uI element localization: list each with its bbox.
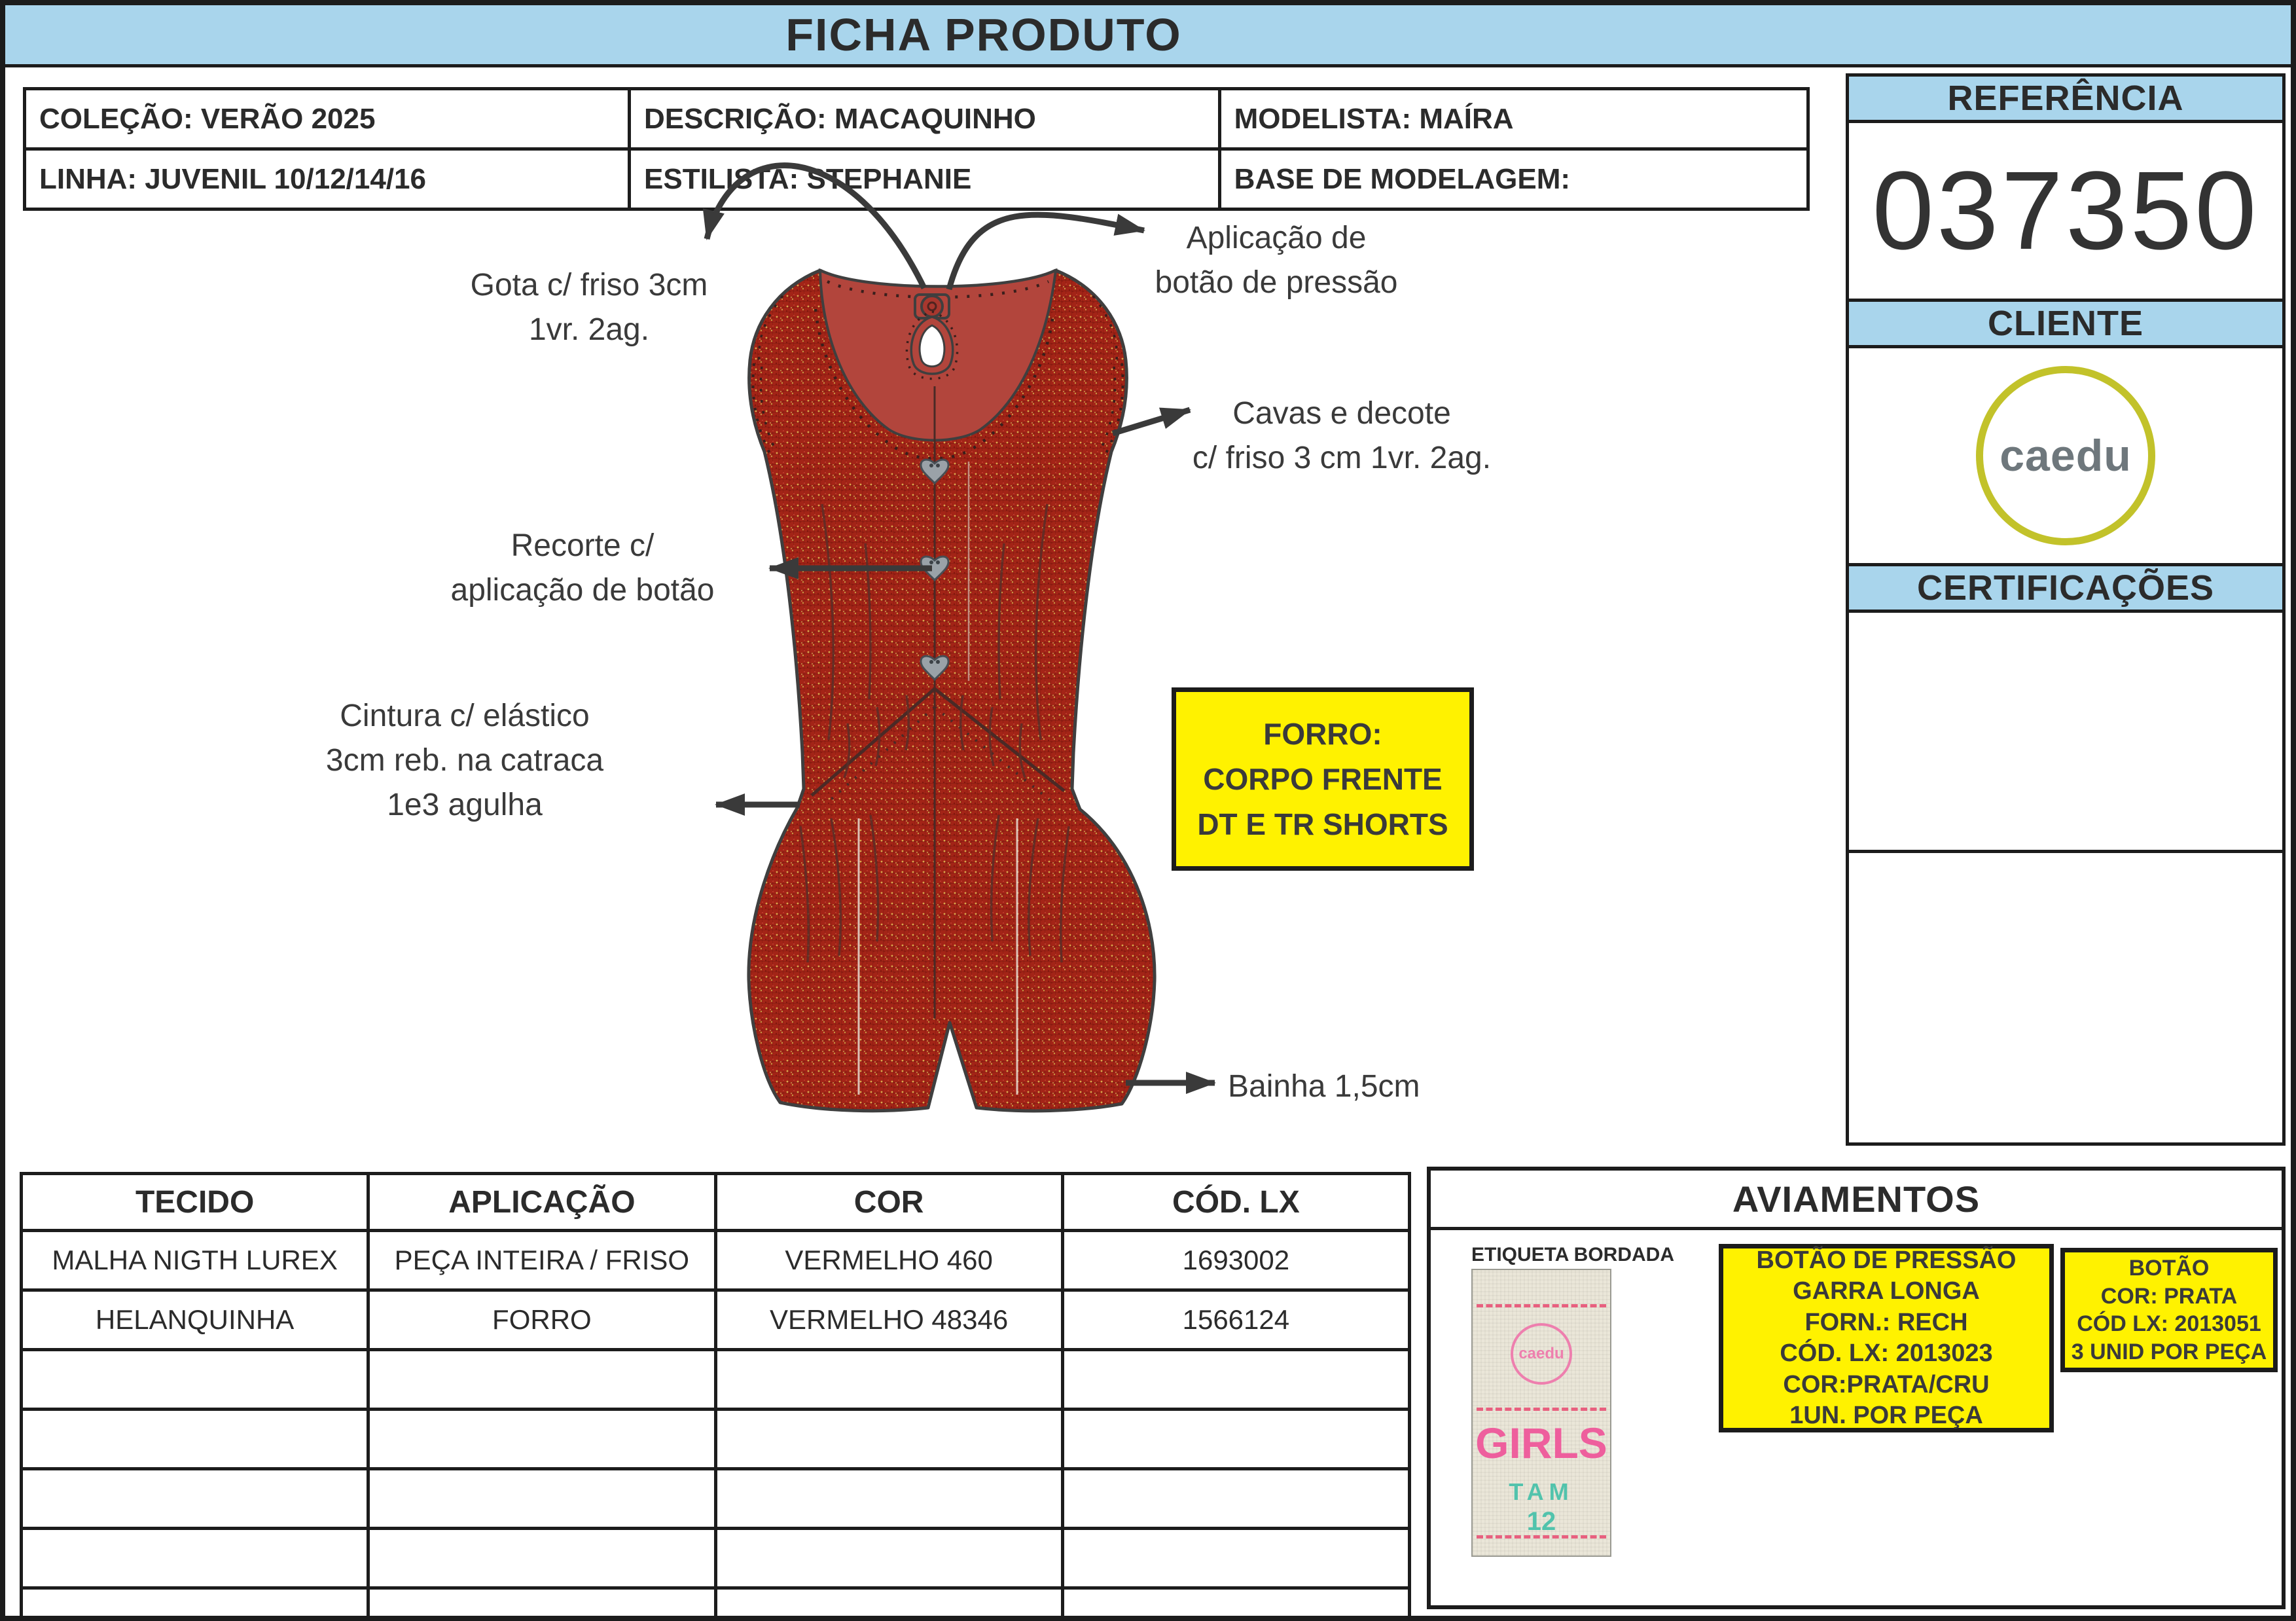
cell: PEÇA INTEIRA / FRISO — [368, 1231, 715, 1290]
label-stitch-line — [1477, 1304, 1606, 1307]
certificacoes-empty-box-1 — [1846, 610, 2286, 853]
table-row — [22, 1469, 1410, 1529]
snap-button — [922, 296, 942, 317]
product-info-table — [23, 87, 1810, 211]
cliente-logo-box — [1846, 345, 2286, 566]
etiqueta-bordada-label: ETIQUETA BORDADA — [1471, 1244, 1674, 1266]
cliente-header: CLIENTE — [1846, 299, 2286, 348]
shoulder-stitch-left — [759, 296, 783, 361]
table-row — [22, 1231, 1410, 1290]
cell — [715, 1529, 1062, 1588]
sidebar — [1846, 73, 2286, 1146]
annotation-line: aplicação de botão — [450, 573, 715, 608]
forro-note-box — [1172, 687, 1474, 871]
cell — [715, 1469, 1062, 1529]
label-stitch-line — [1477, 1408, 1606, 1411]
cell — [1062, 1469, 1409, 1529]
annotation-line: c/ friso 3 cm 1vr. 2ag. — [1192, 441, 1492, 476]
annotation-line: Gota c/ friso 3cm — [470, 268, 708, 302]
cell — [368, 1350, 715, 1410]
caedu-logo-text: caedu — [2000, 431, 2132, 481]
botao-pressao-note-box — [1719, 1244, 2054, 1432]
table-row — [22, 1350, 1410, 1410]
armhole-stitch-right — [1106, 363, 1123, 453]
annotation-line: Cintura c/ elástico — [340, 699, 590, 733]
neckband-stitch — [827, 282, 1049, 297]
label-caedu-logo — [1511, 1323, 1572, 1385]
cell — [22, 1529, 368, 1588]
cell — [368, 1588, 715, 1621]
cell — [715, 1588, 1062, 1621]
modelista-cell: MODELISTA: MAÍRA — [1219, 89, 1808, 149]
note-line: GARRA LONGA — [1793, 1277, 1980, 1305]
colecao-cell: COLEÇÃO: VERÃO 2025 — [25, 89, 630, 149]
certificacoes-empty-box-2 — [1846, 850, 2286, 1146]
romper-silhouette — [749, 270, 1155, 1111]
certificacoes-header: CERTIFICAÇÕES — [1846, 563, 2286, 613]
table-row — [22, 1410, 1410, 1469]
note-line: BOTÃO DE PRESSÃO — [1756, 1246, 2017, 1274]
cell — [22, 1410, 368, 1469]
label-girls-text: GIRLS — [1475, 1419, 1607, 1467]
cell — [368, 1410, 715, 1469]
heart-button-3 — [921, 656, 948, 680]
title-bar — [5, 5, 2291, 67]
cell — [715, 1410, 1062, 1469]
cell: 1693002 — [1062, 1231, 1409, 1290]
forro-line: DT E TR SHORTS — [1197, 807, 1448, 841]
woven-label-image — [1471, 1269, 1611, 1557]
annotation-recorte — [412, 524, 753, 613]
heart-button-2 — [921, 556, 948, 580]
annotation-aplicacao — [1113, 216, 1440, 305]
heart-buttons — [921, 460, 948, 680]
armhole-stitch-right-2 — [1100, 367, 1115, 452]
base-modelagem-cell: BASE DE MODELAGEM: — [1219, 149, 1808, 209]
aviamentos-panel — [1427, 1167, 2286, 1609]
table-row — [22, 1290, 1410, 1350]
header-tecido: TECIDO — [22, 1174, 368, 1231]
shoulder-stitch-right — [1093, 296, 1117, 361]
referencia-header: REFERÊNCIA — [1846, 73, 2286, 123]
neckline-stitch — [816, 309, 1054, 459]
cell — [22, 1350, 368, 1410]
cell — [1062, 1350, 1409, 1410]
annotation-line: 1vr. 2ag. — [528, 312, 650, 348]
cell — [715, 1350, 1062, 1410]
keyhole-gota — [906, 295, 957, 379]
table-row — [25, 89, 1808, 149]
annotation-line: Recorte c/ — [511, 528, 655, 563]
annotation-bainha: Bainha 1,5cm — [1228, 1069, 1420, 1104]
annotation-line: Cavas e decote — [1232, 396, 1451, 431]
cell — [368, 1529, 715, 1588]
cell — [22, 1469, 368, 1529]
cell — [22, 1588, 368, 1621]
forro-line: CORPO FRENTE — [1203, 761, 1443, 796]
table-row — [25, 149, 1808, 209]
armhole-stitch-left — [753, 363, 770, 453]
note-line: CÓD. LX: 2013023 — [1780, 1339, 1993, 1367]
cell — [368, 1469, 715, 1529]
note-line: BOTÃO — [2128, 1256, 2210, 1281]
botao-note-box — [2060, 1248, 2278, 1372]
table-row — [22, 1529, 1410, 1588]
waist-elastic — [812, 689, 1064, 804]
linha-cell: LINHA: JUVENIL 10/12/14/16 — [25, 149, 630, 209]
cell — [1062, 1410, 1409, 1469]
caedu-logo — [1976, 366, 2155, 545]
neck-lining — [820, 270, 1056, 441]
label-size-value: 12 — [1526, 1507, 1556, 1536]
annotation-line: Aplicação de — [1186, 221, 1367, 255]
header-aplicacao: APLICAÇÃO — [368, 1174, 715, 1231]
note-line: CÓD LX: 2013051 — [2077, 1311, 2261, 1336]
materials-table — [20, 1172, 1411, 1621]
gather-lines — [800, 504, 1069, 962]
note-line: COR:PRATA/CRU — [1783, 1370, 1990, 1398]
cell: 1566124 — [1062, 1290, 1409, 1350]
heart-button-1 — [921, 460, 948, 483]
page-title: FICHA PRODUTO — [785, 9, 1182, 60]
cell: VERMELHO 460 — [715, 1231, 1062, 1290]
romper-drawing — [749, 270, 1155, 1111]
cell — [1062, 1529, 1409, 1588]
forro-line: FORRO: — [1263, 716, 1382, 751]
note-line: 1UN. POR PEÇA — [1789, 1402, 1983, 1429]
table-header-row — [22, 1174, 1410, 1231]
annotation-gota — [419, 263, 759, 352]
cell: HELANQUINHA — [22, 1290, 368, 1350]
descricao-cell: DESCRIÇÃO: MACAQUINHO — [630, 89, 1220, 149]
note-line: FORN.: RECH — [1804, 1308, 1968, 1336]
label-caedu-text: caedu — [1518, 1345, 1564, 1362]
cell: FORRO — [368, 1290, 715, 1350]
annotation-line: 3cm reb. na catraca — [325, 743, 604, 778]
estilista-cell: ESTILISTA: STEPHANIE — [630, 149, 1220, 209]
annotation-line: 1e3 agulha — [387, 788, 543, 823]
annotation-line: botão de pressão — [1155, 265, 1398, 301]
armhole-stitch-left-2 — [761, 367, 776, 452]
cell: MALHA NIGTH LUREX — [22, 1231, 368, 1290]
note-line: COR: PRATA — [2100, 1283, 2238, 1309]
referencia-value: 037350 — [1846, 120, 2286, 302]
header-cor: COR — [715, 1174, 1062, 1231]
table-row — [22, 1588, 1410, 1621]
cell — [1062, 1588, 1409, 1621]
header-cod-lx: CÓD. LX — [1062, 1174, 1409, 1231]
note-line: 3 UNID POR PEÇA — [2071, 1339, 2267, 1364]
annotation-cintura — [236, 694, 694, 828]
aviamentos-title: AVIAMENTOS — [1431, 1171, 2282, 1230]
cell: VERMELHO 48346 — [715, 1290, 1062, 1350]
label-tam-text: TAM — [1509, 1478, 1574, 1505]
annotation-cavas — [1152, 392, 1532, 481]
